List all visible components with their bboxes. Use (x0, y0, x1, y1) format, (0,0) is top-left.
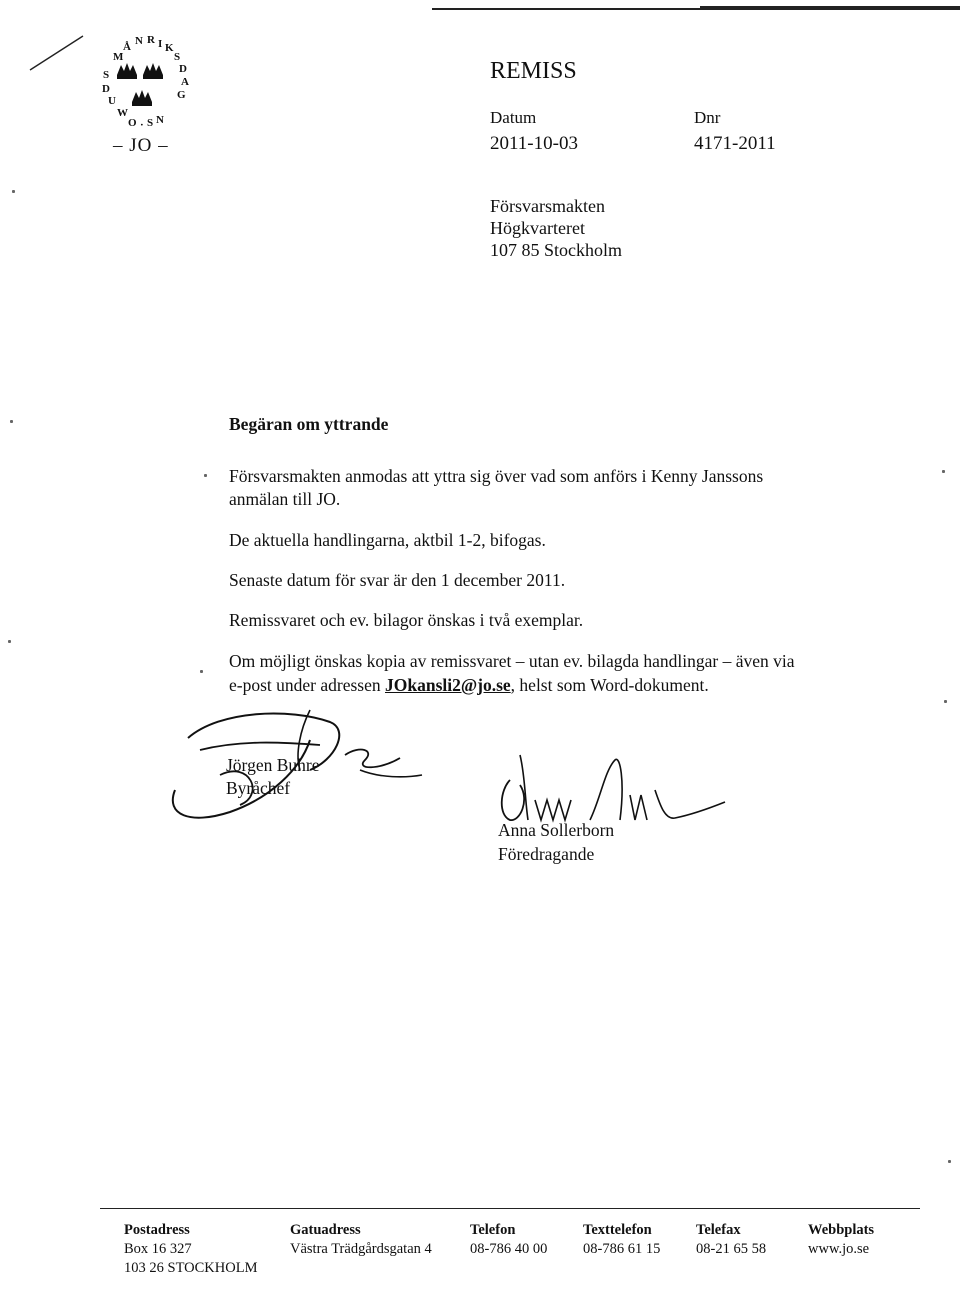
svg-text:R: R (147, 34, 155, 46)
footer-postadress-city: 103 26 STOCKHOLM (124, 1260, 258, 1276)
footer-header-telefon: Telefon (470, 1222, 516, 1238)
footer-rule (100, 1208, 920, 1209)
subject-heading: Begäran om yttrande (229, 414, 389, 434)
paragraph: Senaste datum för svar är den 1 december 2011. (229, 570, 566, 590)
paragraph-line: anmälan till JO. (229, 489, 341, 509)
svg-text:A: A (181, 76, 189, 88)
margin-mark (204, 474, 207, 477)
svg-text:S: S (174, 51, 181, 63)
svg-text:I: I (158, 38, 163, 50)
signer-right-name: Anna Sollerborn (498, 820, 615, 840)
svg-text:W: W (117, 107, 128, 119)
footer-texttelefon: 08-786 61 15 (583, 1241, 661, 1257)
margin-mark (944, 700, 947, 703)
corner-pen-stroke (28, 28, 88, 73)
svg-text:S: S (147, 117, 154, 129)
date-label: Datum (490, 108, 537, 127)
margin-mark (948, 1160, 951, 1163)
footer-header-texttelefon: Texttelefon (583, 1222, 652, 1238)
recipient-line: 107 85 Stockholm (490, 240, 623, 260)
date-value: 2011-10-03 (490, 133, 578, 154)
dnr-value: 4171-2011 (694, 133, 776, 154)
footer-webbplats-link[interactable]: www.jo.se (808, 1241, 870, 1257)
svg-text:N: N (156, 114, 164, 126)
crown-icon-row-top (117, 63, 163, 79)
paragraph-line (229, 675, 709, 696)
margin-mark (8, 640, 11, 643)
svg-text:D: D (102, 83, 110, 95)
svg-text:K: K (165, 42, 174, 54)
footer-telefax: 08-21 65 58 (696, 1241, 767, 1257)
logo-caption: – JO – (113, 135, 169, 156)
footer-header-telefax: Telefax (696, 1222, 741, 1238)
margin-mark (12, 190, 15, 193)
paragraph-line: Om möjligt önskas kopia av remissvaret – utan ev. bilagda handlingar – även via (229, 651, 795, 671)
signer-left-title: Byråchef (226, 778, 291, 798)
recipient-address (490, 195, 622, 261)
svg-text:·: · (140, 119, 144, 130)
svg-text:N: N (135, 35, 143, 47)
footer-header-gatuadress: Gatuadress (290, 1222, 361, 1238)
svg-text:Å: Å (123, 41, 131, 53)
svg-text:U: U (108, 95, 116, 107)
top-rule-thick (700, 6, 960, 9)
signer-left-name: Jörgen Buhre (226, 755, 320, 775)
svg-text:S: S (103, 69, 110, 81)
footer-header-postadress: Postadress (124, 1222, 190, 1238)
svg-text:G: G (177, 89, 186, 101)
margin-mark (10, 420, 13, 423)
margin-mark (942, 470, 945, 473)
footer-header-webbplats: Webbplats (808, 1222, 875, 1238)
footer-postadress-box: Box 16 327 (124, 1241, 192, 1257)
svg-text:D: D (179, 63, 187, 75)
recipient-line: Högkvarteret (490, 218, 585, 238)
document-type: REMISS (490, 58, 577, 84)
signature-right-scribble (490, 740, 740, 830)
crown-icon-bottom (132, 90, 152, 106)
recipient-line: Försvarsmakten (490, 196, 605, 216)
paragraph-line: Försvarsmakten anmodas att yttra sig över vad som anförs i Kenny Janssons (229, 466, 764, 486)
email-link[interactable]: JOkansli2@jo.se (385, 675, 511, 695)
margin-mark (200, 670, 203, 673)
ring-letters (102, 34, 189, 130)
footer-telefon: 08-786 40 00 (470, 1241, 548, 1257)
paragraph: Remissvaret och ev. bilagor önskas i två exemplar. (229, 610, 584, 630)
paragraph: De aktuella handlingarna, aktbil 1-2, bifogas. (229, 530, 546, 550)
svg-text:M: M (113, 51, 124, 63)
svg-text:O: O (128, 117, 137, 129)
email-prefix: e-post under adressen (229, 675, 385, 695)
footer-gatuadress: Västra Trädgårdsgatan 4 (290, 1241, 432, 1257)
jo-seal-logo (95, 30, 195, 130)
signer-right-title: Föredragande (498, 844, 595, 864)
email-suffix: , helst som Word-dokument. (510, 675, 709, 695)
dnr-label: Dnr (694, 108, 721, 127)
